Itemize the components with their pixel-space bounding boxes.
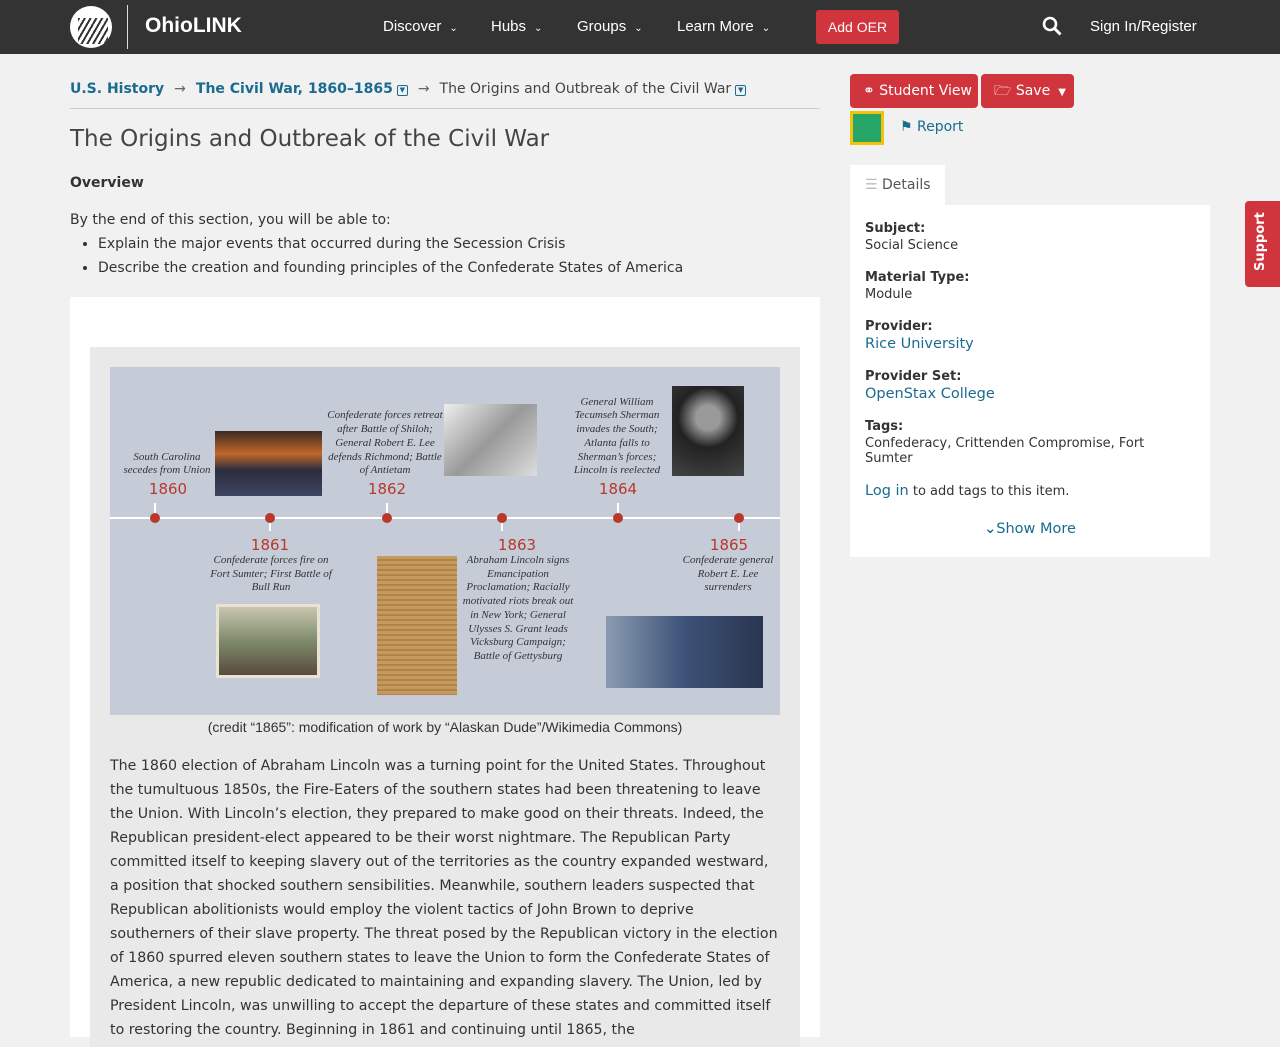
timeline-dot	[382, 513, 392, 523]
sherman-portrait-image	[672, 386, 744, 476]
sign-in-register-link[interactable]: Sign In/Register	[1090, 18, 1197, 35]
nav-label: Groups	[577, 18, 627, 35]
material-type-label: Material Type:	[865, 270, 970, 285]
dropdown-icon[interactable]: ▼	[397, 85, 408, 96]
event-1860: South Carolina secedes from Union	[123, 450, 211, 477]
event-1861: Confederate forces fire on Fort Sumter; First Battle of Bull Run	[210, 554, 332, 594]
tab-details[interactable]	[850, 165, 945, 205]
google-classroom-icon[interactable]	[850, 111, 884, 145]
breadcrumb-arrow: →	[174, 81, 186, 97]
logo-divider	[127, 5, 128, 49]
intro-text: By the end of this section, you will be able to:	[70, 212, 391, 228]
top-navbar	[0, 0, 1280, 54]
folder-open-icon: 🗁	[994, 83, 1016, 99]
body-paragraph: The 1860 election of Abraham Lincoln was a turning point for the United States. Throughout the tumultuous 1850s, the Fire-Eaters of the southern states had been threatening to leave the Union. With Lincoln’s election, they prepared to make good on their threats. Indeed, the Republican president-elect appeared to be their worst nightmare. The Republican Party committed itself to keeping slavery out of the territories as the country expanded westward, a position that shocked southern sensibilities. Meanwhile, southern leaders suspected that Republican abolitionists would employ the violent tactics of John Brown to deprive southerners of their slave property. The threat posed by the Republican victory in the election of 1860 spurred eleven southern states to leave the Union to form the Confederate States of America, a new republic dedicated to maintaining and expanding slavery. The Union, led by President Lincoln, was unwilling to accept the departure of these states and committed itself to restoring the country. Beginning in 1861 and continuing until 1865, the	[110, 758, 778, 1038]
details-tab-label: Details	[882, 177, 931, 193]
breadcrumb	[70, 81, 746, 97]
dropdown-icon[interactable]: ▼	[735, 85, 746, 96]
login-link[interactable]: Log in	[865, 483, 909, 499]
bull-run-image	[216, 604, 320, 678]
year-1865: 1865	[709, 536, 749, 554]
provider-set-label: Provider Set:	[865, 369, 962, 384]
objectives-list	[98, 232, 683, 280]
timeline-dot	[734, 513, 744, 523]
breadcrumb-civil-war[interactable]: The Civil War, 1860–1865	[195, 81, 393, 97]
student-view-label: Student View	[879, 83, 972, 99]
timeline-dot	[265, 513, 275, 523]
chevron-down-icon: ⌄	[984, 521, 997, 537]
tags-label: Tags:	[865, 419, 904, 434]
fort-sumter-image	[215, 431, 322, 496]
timeline-axis	[110, 517, 780, 519]
show-more-button[interactable]	[850, 521, 1210, 537]
details-panel	[850, 205, 1210, 557]
event-1865: Confederate general Robert E. Lee surrenders	[682, 554, 774, 594]
breadcrumb-arrow: →	[417, 81, 430, 97]
overview-heading: Overview	[70, 175, 144, 191]
overview-intro	[70, 208, 683, 280]
antietam-image	[444, 404, 537, 476]
emancipation-proclamation-image	[377, 556, 457, 695]
provider-set-link[interactable]: OpenStax College	[865, 386, 995, 402]
breadcrumb-current: The Origins and Outbreak of the Civil War	[439, 81, 732, 97]
flag-icon: ⚑	[900, 119, 913, 135]
breadcrumb-us-history[interactable]: U.S. History	[70, 81, 165, 97]
nav-label: Learn More	[677, 18, 754, 35]
caret-down-icon: ▼	[1058, 87, 1066, 98]
figure-caption: (credit “1865”: modification of work by “Alaskan Dude”/Wikimedia Commons)	[207, 719, 683, 735]
year-1862: 1862	[367, 480, 407, 498]
timeline-dot	[497, 513, 507, 523]
nav-groups[interactable]	[577, 18, 643, 35]
chevron-down-icon: ⌄	[761, 23, 771, 34]
material-type-value: Module	[865, 287, 913, 302]
save-button[interactable]	[981, 74, 1074, 108]
objective-item: • Describe the creation and founding principles of the Confederate States of America	[98, 256, 683, 280]
student-view-button[interactable]	[850, 74, 978, 108]
timeline-image	[110, 367, 780, 715]
timeline-dot	[150, 513, 160, 523]
report-label: Report	[917, 119, 964, 135]
event-1863: Abraham Lincoln signs Emancipation Proclamation; Racially motivated riots break out in New York; General Ulysses S. Grant leads Vicksburg Campaign; Battle of Gettysburg	[462, 554, 574, 662]
support-label: Support	[1253, 212, 1268, 271]
lee-surrender-image	[606, 616, 763, 688]
chevron-down-icon: ⌄	[634, 23, 643, 34]
nav-learn-more[interactable]	[677, 18, 770, 35]
year-1861: 1861	[250, 536, 290, 554]
page-title: The Origins and Outbreak of the Civil War	[70, 126, 550, 152]
tags-value: Confederacy, Crittenden Compromise, Fort Sumter	[865, 436, 1145, 466]
link-icon: ⚭	[863, 83, 880, 99]
add-oer-button[interactable]: Add OER	[816, 10, 899, 44]
search-icon[interactable]	[1042, 16, 1062, 36]
chevron-down-icon: ⌄	[449, 23, 458, 34]
year-1864: 1864	[598, 480, 638, 498]
brand-name[interactable]: OhioLINK	[145, 14, 242, 37]
chevron-down-icon: ⌄	[534, 23, 543, 34]
event-1862: Confederate forces retreat after Battle of Shiloh; General Robert E. Lee defends Richmond; Battle of Antietam	[327, 409, 443, 477]
ohiolink-logo[interactable]	[70, 6, 112, 48]
provider-link[interactable]: Rice University	[865, 336, 974, 352]
login-text: to add tags to this item.	[908, 484, 1070, 499]
nav-discover[interactable]	[383, 18, 458, 35]
provider-label: Provider:	[865, 319, 933, 334]
subject-label: Subject:	[865, 221, 926, 236]
subject-value: Social Science	[865, 238, 959, 253]
report-link[interactable]	[900, 119, 963, 135]
nav-label: Discover	[383, 18, 442, 35]
event-1864: General William Tecumseh Sherman invades the South; Atlanta falls to Sherman’s forces; Lincoln is reelected	[573, 395, 661, 477]
year-1860: 1860	[148, 480, 188, 498]
year-1863: 1863	[497, 536, 537, 554]
timeline-dot	[613, 513, 623, 523]
list-icon: ☰	[865, 177, 878, 193]
divider	[70, 108, 820, 109]
save-label: Save	[1015, 83, 1051, 99]
nav-label: Hubs	[491, 18, 527, 35]
objective-item: • Explain the major events that occurred during the Secession Crisis	[98, 232, 683, 256]
support-tab[interactable]	[1245, 201, 1280, 287]
nav-hubs[interactable]	[491, 18, 542, 35]
show-more-label: Show More	[996, 521, 1076, 537]
